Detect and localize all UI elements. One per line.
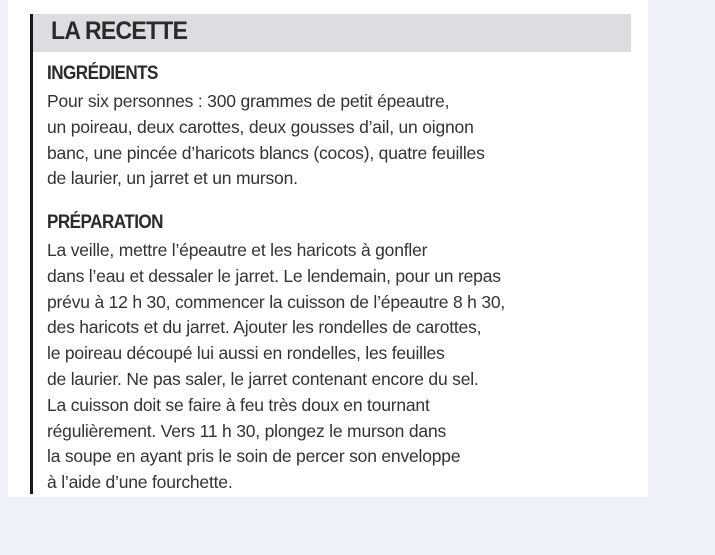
ingredients-text <box>47 89 647 192</box>
ingredients-line: un poireau, deux carottes, deux gousses d’ail, un oignon <box>47 116 474 137</box>
title-bar <box>30 14 631 52</box>
ingredients-line: Pour six personnes : 300 grammes de petit épeautre, <box>47 91 450 111</box>
preparation-line: le poireau découpé lui aussi en rondelles, les feuilles <box>47 343 445 364</box>
preparation-line: prévu à 12 h 30, commencer la cuisson de l’épeautre 8 h 30, <box>47 291 506 312</box>
left-rule <box>30 52 33 494</box>
preparation-line: La cuisson doit se faire à feu très doux en tournant <box>47 394 430 415</box>
preparation-text <box>47 238 647 496</box>
preparation-line: de laurier. Ne pas saler, le jarret contenant encore du sel. <box>47 368 479 389</box>
recipe-card <box>8 0 648 497</box>
ingredients-line: banc, une pincée d’haricots blancs (cocos), quatre feuilles <box>47 142 485 163</box>
preparation-line: La veille, mettre l’épeautre et les haricots à gonfler <box>47 240 428 260</box>
preparation-line: à l’aide d’une fourchette. <box>47 472 233 493</box>
recipe-title: LA RECETTE <box>51 17 188 45</box>
preparation-heading: PRÉPARATION <box>47 212 163 233</box>
ingredients-line: de laurier, un jarret et un murson. <box>47 168 298 189</box>
ingredients-heading: INGRÉDIENTS <box>47 63 158 84</box>
preparation-line: dans l’eau et dessaler le jarret. Le lendemain, pour un repas <box>47 265 501 286</box>
preparation-line: régulièrement. Vers 11 h 30, plongez le murson dans <box>47 420 447 441</box>
preparation-line: des haricots et du jarret. Ajouter les rondelles de carottes, <box>47 317 482 338</box>
preparation-line: la soupe en ayant pris le soin de percer son enveloppe <box>47 446 461 467</box>
